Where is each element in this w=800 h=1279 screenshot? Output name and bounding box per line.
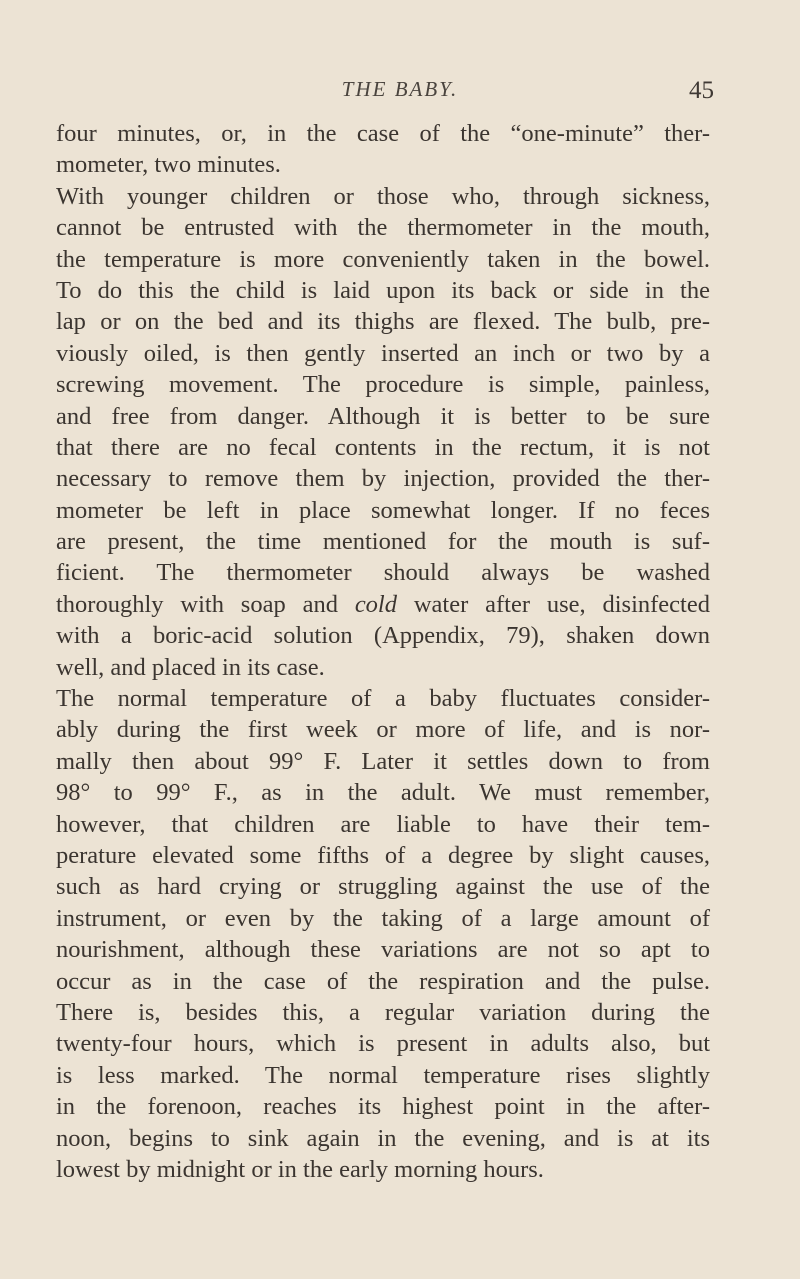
text-line: To do this the child is laid upon its back or side in the	[56, 276, 710, 304]
text-line: perature elevated some fifths of a degree by slight causes,	[56, 841, 710, 869]
text-line: and free from danger. Although it is better to be sure	[56, 402, 710, 430]
text-line: such as hard crying or struggling against the use of the	[56, 873, 710, 901]
text-line: are present, the time mentioned for the mouth is suf-	[56, 528, 710, 556]
text-line: that there are no fecal contents in the rectum, it is not	[56, 433, 710, 461]
text-line: mometer be left in place somewhat longer. If no feces	[56, 496, 710, 524]
text-line: with a boric-acid solution (Appendix, 79), shaken down	[56, 622, 710, 650]
text-line: mometer, two minutes.	[56, 151, 281, 179]
text-line: 98° to 99° F., as in the adult. We must remember,	[56, 779, 710, 807]
text-line: the temperature is more conveniently taken in the bowel.	[56, 245, 710, 273]
text-line: in the forenoon, reaches its highest point in the after-	[56, 1093, 710, 1121]
text-line: ficient. The thermometer should always be washed	[56, 559, 710, 587]
text-line	[56, 589, 710, 620]
text-segment: thoroughly with soap and	[56, 590, 355, 618]
text-line: noon, begins to sink again in the evening, and is at its	[56, 1124, 710, 1152]
text-line: viously oiled, is then gently inserted an inch or two by a	[56, 339, 710, 367]
text-line: There is, besides this, a regular variation during the	[56, 998, 710, 1026]
text-line: instrument, or even by the taking of a large amount of	[56, 904, 710, 932]
text-segment: water after use, disinfected	[397, 590, 710, 618]
text-line: lap or on the bed and its thighs are flexed. The bulb, pre-	[56, 308, 710, 336]
running-title: THE BABY.	[341, 77, 459, 101]
text-line: lowest by midnight or in the early morning hours.	[56, 1155, 544, 1183]
text-line: however, that children are liable to have their tem-	[56, 810, 710, 838]
text-line: cannot be entrusted with the thermometer in the mouth,	[56, 214, 710, 242]
text-line: With younger children or those who, through sickness,	[56, 182, 710, 210]
text-line: necessary to remove them by injection, provided the ther-	[56, 465, 710, 493]
text-line: four minutes, or, in the case of the “one-minute” ther-	[56, 120, 710, 147]
text-line: well, and placed in its case.	[56, 653, 325, 681]
page-number: 45	[689, 77, 714, 104]
body-text	[56, 118, 710, 1185]
text-line: nourishment, although these variations are not so apt to	[56, 936, 710, 964]
text-line: mally then about 99° F. Later it settles down to from	[56, 747, 710, 775]
text-line: twenty-four hours, which is present in adults also, but	[56, 1030, 710, 1058]
text-line: screwing movement. The procedure is simple, painless,	[56, 371, 710, 399]
text-line: The normal temperature of a baby fluctuates consider-	[56, 685, 710, 713]
running-head	[0, 77, 800, 111]
text-line: is less marked. The normal temperature rises slightly	[56, 1061, 710, 1089]
italic-word: cold	[354, 590, 397, 618]
text-line: ably during the first week or more of life, and is nor-	[56, 716, 710, 744]
text-line: occur as in the case of the respiration and the pulse.	[56, 967, 710, 995]
